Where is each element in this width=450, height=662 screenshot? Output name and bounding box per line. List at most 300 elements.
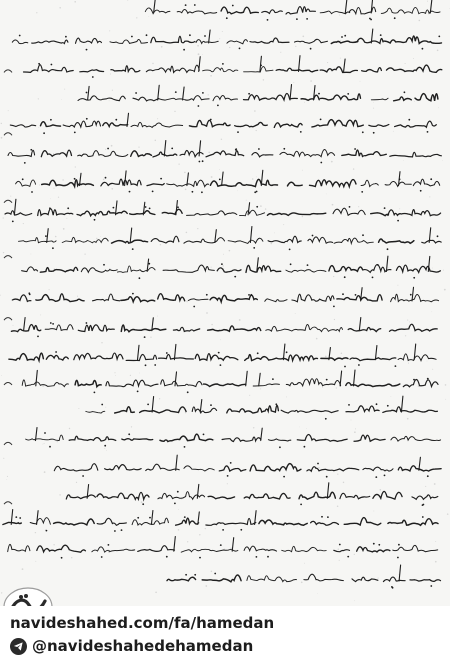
paper-speck (339, 14, 340, 15)
handwritten-word (11, 325, 40, 332)
handwritten-word (311, 521, 339, 525)
paper-speck (105, 407, 106, 408)
margin-mark (4, 200, 12, 203)
ink-dot (132, 248, 134, 250)
paper-speck (138, 146, 139, 147)
ink-stroke (174, 344, 176, 359)
handwritten-word (240, 210, 265, 215)
ink-dot (422, 516, 424, 518)
ink-dot (304, 446, 306, 448)
handwritten-word (8, 150, 35, 156)
ink-dot (177, 206, 179, 208)
ink-dot (375, 476, 377, 478)
handwritten-word (282, 546, 327, 551)
ink-dot (104, 445, 106, 447)
ink-dot (227, 475, 229, 477)
paper-speck (197, 228, 198, 229)
handwritten-word (286, 379, 340, 386)
ink-dot (279, 446, 281, 448)
ink-stroke (375, 346, 377, 360)
ink-dot (275, 403, 277, 405)
ink-dot (202, 92, 204, 94)
ink-stroke (283, 344, 285, 360)
ink-dot (325, 418, 327, 420)
paper-speck (337, 505, 339, 507)
paper-speck (336, 387, 337, 388)
ink-dot (171, 148, 173, 150)
paper-speck (302, 35, 304, 37)
paper-speck (318, 467, 319, 468)
ink-dot (147, 404, 149, 406)
ink-dot (413, 277, 415, 279)
handwritten-word (295, 39, 328, 43)
ink-stroke (183, 87, 185, 100)
handwritten-word (379, 239, 414, 243)
paper-speck (217, 40, 218, 41)
ink-dot (52, 323, 54, 325)
handwritten-word (151, 236, 179, 243)
paper-speck (442, 160, 443, 161)
handwritten-word (9, 353, 44, 360)
handwritten-word (395, 121, 437, 127)
handwritten-word (86, 411, 105, 413)
paper-speck (332, 204, 334, 206)
paper-speck (260, 205, 262, 207)
paper-speck (43, 444, 44, 445)
ink-dot (377, 264, 379, 266)
ink-dot (312, 235, 314, 237)
paper-speck (427, 361, 428, 362)
ink-dot (306, 18, 308, 20)
ink-dot (272, 378, 274, 380)
handwritten-word (204, 384, 246, 387)
paper-speck (256, 553, 257, 554)
ink-dot (307, 264, 309, 266)
ink-dot (239, 48, 241, 50)
ink-dot (65, 36, 67, 38)
handwritten-word (118, 266, 156, 272)
ink-stroke (232, 538, 234, 552)
handwritten-word (126, 354, 157, 360)
paper-speck (431, 311, 432, 312)
ink-dot (206, 294, 208, 296)
paper-speck (3, 217, 4, 218)
handwritten-word (140, 407, 187, 413)
paper-speck (211, 324, 212, 325)
paper-speck (178, 509, 179, 510)
paper-speck (197, 45, 199, 47)
handwritten-word (221, 7, 258, 14)
ink-dot (422, 48, 424, 50)
paper-speck (419, 20, 421, 22)
ink-stroke (36, 370, 38, 385)
paper-speck (3, 252, 4, 253)
margin-mark (4, 382, 12, 385)
margin-mark (4, 502, 12, 505)
paper-speck (155, 592, 157, 594)
paper-speck (205, 585, 207, 587)
ink-dot (397, 557, 399, 559)
handwritten-word (115, 407, 135, 413)
handwritten-word (384, 36, 442, 44)
website-url[interactable]: navideshahed.com/fa/hamedan (10, 614, 275, 632)
ink-dot (222, 63, 224, 65)
handwritten-word (3, 522, 21, 524)
ink-dot (387, 248, 389, 250)
ink-dot (221, 263, 223, 265)
handwritten-word (105, 465, 141, 470)
handwritten-word (202, 575, 241, 582)
handwritten-word (131, 151, 152, 157)
ink-dot (327, 516, 329, 518)
handwritten-word (387, 65, 442, 72)
ink-dot (38, 63, 40, 65)
paper-speck (127, 0, 128, 1)
handwritten-word (16, 180, 36, 186)
ink-dot (74, 178, 76, 180)
paper-speck (407, 418, 409, 420)
paper-speck (10, 196, 11, 197)
paper-speck (265, 208, 266, 209)
paper-speck (31, 254, 32, 255)
paper-speck (445, 384, 447, 386)
ink-dot (174, 503, 176, 505)
handwritten-word (74, 353, 123, 360)
ink-dot (378, 544, 380, 546)
handwritten-word (92, 547, 110, 552)
ink-dot (210, 119, 212, 121)
handwritten-word (340, 493, 370, 499)
paper-speck (0, 295, 1, 296)
ink-stroke (200, 400, 202, 413)
handwritten-word (310, 327, 342, 332)
handwritten-word (250, 38, 289, 43)
ink-dot (358, 364, 360, 366)
paper-speck (302, 216, 303, 217)
handwritten-word (62, 237, 108, 242)
ink-dot (92, 76, 94, 78)
handwritten-word (78, 151, 128, 157)
paper-speck (155, 140, 156, 141)
ink-stroke (125, 171, 127, 186)
ink-dot (404, 91, 406, 93)
handwritten-word (54, 519, 95, 525)
ink-stroke (176, 201, 178, 215)
ink-dot (19, 35, 21, 37)
paper-speck (84, 253, 85, 254)
handwritten-word (146, 65, 199, 72)
handwritten-word (93, 294, 120, 301)
handwritten-word (334, 550, 350, 552)
ink-dot (74, 132, 76, 134)
paper-speck (229, 250, 231, 252)
ink-dot (22, 178, 24, 180)
paper-speck (373, 102, 374, 103)
handwritten-word (80, 70, 104, 72)
paper-speck (77, 296, 78, 297)
ink-stroke (261, 170, 263, 185)
handwritten-word (146, 464, 180, 470)
ink-dot (86, 322, 88, 324)
handwritten-word (181, 549, 238, 552)
ink-dot (341, 36, 343, 38)
paper-speck (325, 356, 327, 358)
ink-stroke (354, 370, 356, 386)
handwritten-word (250, 464, 301, 471)
ink-dot (105, 177, 107, 179)
ink-dot (44, 432, 46, 434)
ink-stroke (152, 397, 154, 413)
ink-dot (146, 34, 148, 36)
ink-stroke (345, 0, 347, 13)
telegram-handle: @navideshahedehamedan (32, 637, 254, 655)
paper-speck (157, 316, 158, 317)
paper-speck (297, 527, 298, 528)
paper-speck (186, 232, 188, 234)
paper-speck (333, 276, 334, 277)
ink-dot (108, 544, 110, 546)
ink-dot (320, 119, 322, 121)
paper-speck (434, 483, 436, 485)
ink-dot (283, 148, 285, 150)
handwritten-word (361, 180, 378, 186)
ink-dot (46, 530, 48, 532)
ink-dot (193, 306, 195, 308)
paper-speck (222, 265, 224, 267)
ink-dot (210, 404, 212, 406)
ink-dot (50, 119, 52, 121)
ink-dot (175, 91, 177, 93)
ink-dot (320, 162, 322, 164)
handwritten-word (45, 325, 73, 331)
ink-dot (139, 277, 141, 279)
handwritten-word (208, 326, 261, 331)
handwritten-word (286, 7, 315, 14)
handwritten-word (159, 354, 194, 359)
paper-speck (295, 313, 296, 314)
ink-stroke (259, 373, 261, 386)
ink-dot (267, 19, 269, 21)
handwritten-word (415, 94, 438, 101)
ink-dot (326, 379, 328, 381)
handwritten-word (320, 67, 357, 73)
ink-stroke (158, 85, 160, 100)
paper-speck (223, 254, 224, 255)
paper-speck (44, 471, 46, 473)
paper-speck (302, 170, 303, 171)
paper-speck (131, 426, 132, 427)
ink-dot (201, 191, 203, 193)
ink-dot (397, 220, 399, 222)
ink-dot (177, 491, 179, 493)
handwritten-word (145, 8, 170, 14)
paper-speck (198, 53, 200, 55)
ink-dot (384, 475, 386, 477)
ink-dot (422, 504, 424, 506)
paper-speck (354, 431, 356, 433)
paper-speck (42, 385, 44, 387)
ink-dot (135, 92, 137, 94)
ink-stroke (176, 455, 178, 470)
ink-dot (373, 132, 375, 134)
ink-dot (94, 219, 96, 221)
ink-stroke (222, 172, 224, 186)
ink-dot (398, 544, 400, 546)
ink-dot (113, 207, 115, 209)
paper-speck (124, 213, 125, 214)
paper-speck (253, 427, 254, 428)
paper-speck (435, 541, 436, 542)
ink-dot (347, 556, 349, 558)
paper-speck (71, 557, 72, 558)
ink-dot (199, 161, 201, 163)
handwritten-word (19, 238, 57, 243)
handwritten-word (357, 38, 383, 43)
paper-speck (293, 82, 294, 83)
handwritten-word (97, 492, 149, 499)
handwritten-word (244, 493, 290, 499)
telegram-handle-row[interactable] (10, 637, 253, 655)
ink-dot (144, 336, 146, 338)
paper-speck (45, 529, 46, 530)
ink-dot (286, 351, 288, 353)
paper-speck (256, 177, 257, 178)
paper-speck (150, 337, 151, 338)
handwritten-word (390, 324, 438, 331)
paper-speck (283, 224, 284, 225)
ink-stroke (412, 287, 414, 301)
paper-speck (340, 58, 341, 59)
paper-speck (53, 188, 54, 189)
handwritten-word (297, 434, 347, 441)
ink-dot (199, 557, 201, 559)
ink-dot (240, 529, 242, 531)
ink-dot (344, 276, 346, 278)
handwritten-word (288, 182, 303, 186)
paper-speck (112, 90, 113, 91)
handwritten-word (413, 179, 439, 186)
ink-dot (166, 352, 168, 354)
ink-stroke (386, 256, 388, 271)
paper-speck (358, 206, 359, 207)
handwritten-word (390, 152, 442, 157)
ink-dot (15, 516, 17, 518)
handwritten-word (22, 267, 38, 272)
ink-dot (82, 475, 84, 477)
handwritten-word (185, 96, 210, 101)
ink-dot (220, 544, 222, 546)
ink-dot (333, 306, 335, 308)
ink-dot (194, 4, 196, 6)
margin-mark (4, 70, 12, 73)
handwritten-word (189, 120, 230, 126)
source-footer (0, 606, 450, 662)
paper-speck (403, 160, 404, 161)
paper-speck (222, 31, 223, 32)
ink-dot (355, 294, 357, 296)
paper-speck (343, 482, 344, 483)
paper-speck (186, 301, 187, 302)
ink-dot (376, 403, 378, 405)
paper-speck (351, 420, 352, 421)
handwritten-word (103, 123, 128, 127)
ink-dot (189, 34, 191, 36)
ink-stroke (151, 511, 153, 525)
handwritten-word (206, 518, 256, 525)
handwritten-word (363, 467, 393, 471)
paper-speck (425, 486, 426, 487)
ink-stroke (340, 371, 342, 386)
ink-dot (131, 36, 133, 38)
ink-dot (121, 529, 123, 531)
paper-speck (399, 208, 400, 209)
ink-dot (184, 446, 186, 448)
handwritten-word (394, 97, 412, 101)
ink-dot (137, 517, 139, 519)
paper-speck (109, 268, 110, 269)
ink-dot (258, 148, 260, 150)
paper-speck (437, 50, 439, 52)
ink-dot (321, 516, 323, 518)
paper-speck (40, 314, 41, 315)
paper-speck (316, 338, 318, 340)
handwritten-word (110, 39, 148, 43)
handwritten-word (268, 236, 301, 242)
ink-dot (103, 264, 105, 266)
ink-dot (137, 391, 139, 393)
paper-speck (136, 17, 137, 18)
handwritten-word (184, 466, 214, 471)
paper-speck (214, 439, 215, 440)
paper-speck (230, 547, 232, 549)
ink-dot (310, 48, 312, 50)
handwritten-word (274, 123, 302, 128)
handwritten-word (227, 40, 248, 44)
handwritten-word (246, 265, 281, 272)
ink-dot (226, 17, 228, 19)
paper-speck (62, 179, 63, 180)
paper-speck (79, 42, 80, 43)
ink-dot (362, 234, 364, 236)
ink-dot (430, 585, 432, 587)
handwritten-word (101, 179, 141, 186)
ink-dot (50, 322, 52, 324)
handwritten-word (122, 439, 153, 441)
paper-speck (310, 80, 312, 82)
paper-speck (64, 89, 65, 90)
ink-stroke (246, 371, 248, 386)
margin-mark (4, 133, 12, 136)
handwritten-word (244, 546, 276, 551)
handwritten-word (69, 436, 116, 441)
handwritten-word (265, 299, 287, 302)
ink-dot (344, 366, 346, 368)
ink-dot (257, 352, 259, 354)
paper-speck (38, 98, 39, 99)
ink-dot (128, 433, 130, 435)
handwritten-word (8, 544, 30, 551)
paper-speck (111, 188, 113, 190)
handwritten-word (32, 40, 68, 43)
handwritten-word (320, 94, 360, 100)
handwritten-word (210, 181, 246, 186)
paper-speck (152, 63, 153, 64)
handwritten-word (160, 434, 213, 441)
ink-dot (290, 263, 292, 265)
paper-speck (334, 319, 335, 320)
paper-speck (388, 267, 389, 268)
handwritten-word (81, 268, 117, 273)
